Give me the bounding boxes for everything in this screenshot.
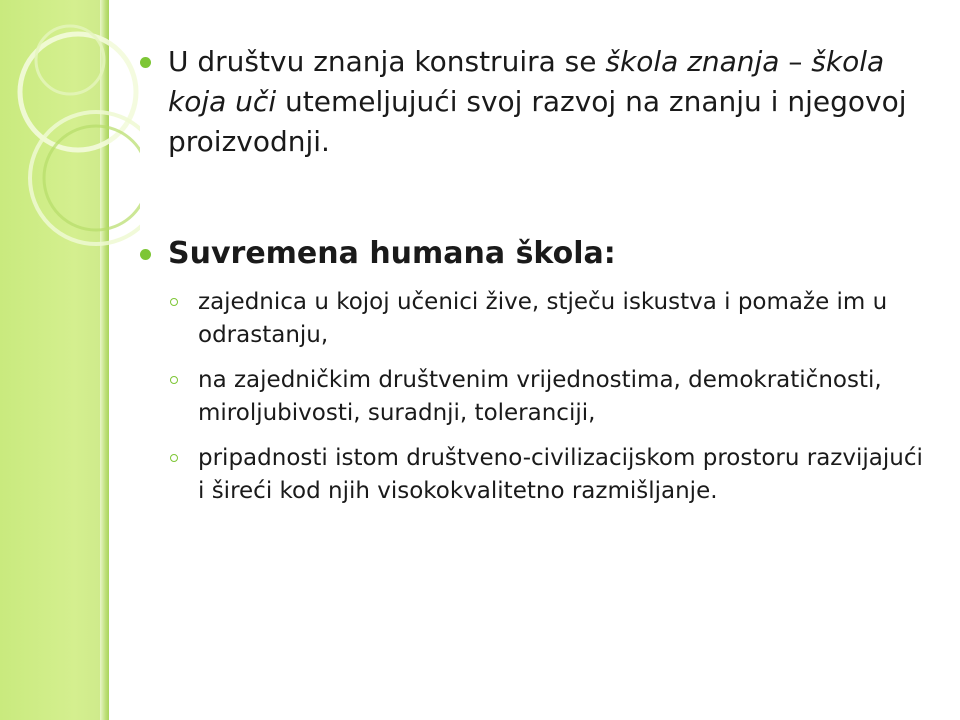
paragraph-1-text [168,45,906,158]
text-fragment: utemeljujući svoj razvoj na znanju i njegovoj proizvodnji. [168,85,907,158]
bullet-paragraph-1 [134,42,934,162]
bullet-dot-icon [140,249,151,260]
text-fragment: – [779,45,812,78]
decorative-rings-icon [0,0,140,320]
spacer [134,162,934,234]
slide-content [134,42,934,520]
italic-term: škola koja uči [168,45,885,118]
list-item [134,364,934,430]
ring-bullet-icon [170,298,178,306]
list-item-text: pripadnosti istom društveno-civilizacijskom prostoru razvijajući i šireći kod njih visokokvalitetno razmišljanje. [198,445,923,504]
sub-bullet-list [134,286,934,508]
italic-term: škola znanja [605,45,780,78]
text-fragment: U društvu znanja konstruira se [168,45,606,78]
bullet-dot-icon [140,57,151,68]
list-item [134,286,934,352]
list-item-text: zajednica u kojoj učenici žive, stječu iskustva i pomaže im u odrastanju, [198,289,888,348]
ring-bullet-icon [170,376,178,384]
bullet-heading [134,234,934,274]
list-item [134,442,934,508]
ring-bullet-icon [170,454,178,462]
section-heading: Suvremena humana škola: [168,236,616,271]
list-item-text: na zajedničkim društvenim vrijednostima, demokratičnosti, miroljubivosti, suradnji, toleranciji, [198,367,882,426]
